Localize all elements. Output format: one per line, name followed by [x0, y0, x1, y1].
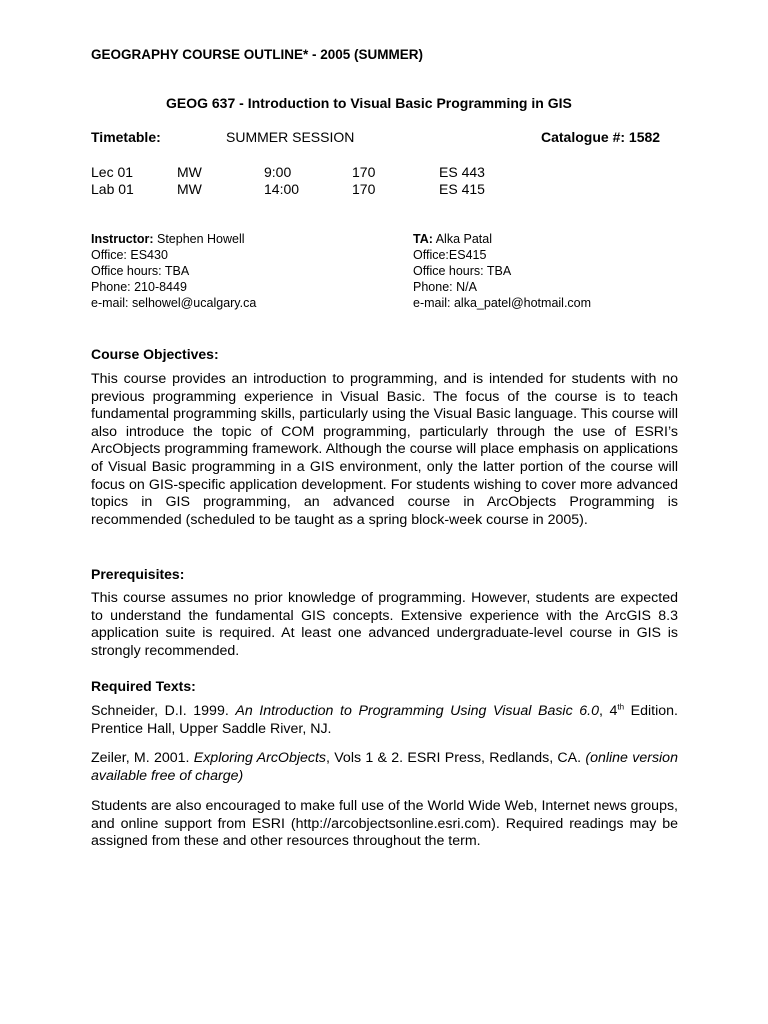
text-reference-schneider — [91, 703, 678, 738]
instructor-label: Instructor: — [91, 232, 154, 246]
ref2-rest: , Vols 1 & 2. ESRI Press, Redlands, CA. — [326, 750, 582, 766]
ta-block — [413, 231, 591, 311]
catalogue-number: Catalogue #: 1582 — [541, 129, 661, 145]
ref2-title: Exploring ArcObjects — [193, 750, 327, 766]
instructor-hours: Office hours: TBA — [91, 264, 190, 278]
meeting-days: MW — [177, 181, 202, 197]
ref2-note: (online version available free of charge) — [91, 750, 678, 784]
instructor-name: Stephen Howell — [156, 232, 245, 246]
meeting-days: MW — [177, 164, 202, 180]
instructor-office: Office: ES430 — [91, 248, 168, 262]
ref1-rest: Edition. Prentice Hall, Upper Saddle River, NJ. — [91, 703, 678, 737]
timetable-label: Timetable: — [91, 129, 161, 145]
instructor-phone: Phone: 210-8449 — [91, 280, 187, 294]
objectives-heading: Course Objectives: — [91, 346, 219, 362]
ta-label: TA: — [413, 232, 433, 246]
start-time: 14:00 — [264, 181, 300, 197]
ref1-edition-superscript: th — [617, 702, 625, 712]
ref2-author: Zeiler, M. 2001. — [91, 750, 190, 766]
text-reference-zeiler — [91, 750, 678, 785]
ta-email: e-mail: alka_patel@hotmail.com — [413, 296, 592, 310]
prerequisites-heading: Prerequisites: — [91, 566, 185, 582]
ta-office: Office:ES415 — [413, 248, 487, 262]
texts-heading: Required Texts: — [91, 678, 196, 694]
objectives-body: This course provides an introduction to programming, and is intended for students with no previous programming experience in Visual Basic. The focus of the course is to teach fundamental programming skills, particularly using the Visual Basic language. This course will also introduce the topic of COM programming, particularly through the use of ESRI’s ArcObjects programming framework. Although the course will place emphasis on applications of Visual Basic programming in a GIS environment, only the latter portion of the course will focus on GIS-specific application development. For students wishing to cover more advanced topics in GIS programming, an advanced course in ArcObjects Programming is recommended (scheduled to be taught as a spring block-week course in 2005). — [91, 371, 678, 528]
ref1-edition-number: , 4 — [598, 703, 618, 719]
duration: 170 — [352, 181, 376, 197]
duration: 170 — [352, 164, 376, 180]
timetable-session: SUMMER SESSION — [226, 129, 355, 145]
course-title: GEOG 637 - Introduction to Visual Basic Programming in GIS — [166, 95, 572, 111]
ta-phone: Phone: N/A — [413, 280, 477, 294]
room: ES 443 — [439, 164, 485, 180]
instructor-email: e-mail: selhowel@ucalgary.ca — [91, 296, 257, 310]
ta-name: Alka Patal — [435, 232, 492, 246]
resources-paragraph: Students are also encouraged to make full use of the World Wide Web, Internet news groups, and online support from ESRI (http://arcobjectsonline.esri.com). Required readings may be assigned from these and other resources throughout the term. — [91, 798, 678, 850]
ref1-title: An Introduction to Programming Using Visual Basic 6.0 — [235, 703, 599, 719]
section-code: Lec 01 — [91, 164, 134, 180]
instructor-block — [91, 231, 256, 311]
prerequisites-body: This course assumes no prior knowledge of programming. However, students are expected to understand the fundamental GIS concepts. Extensive experience with the ArcGIS 8.3 application suite is required. At least one advanced undergraduate-level course in GIS is strongly recommended. — [91, 590, 678, 659]
room: ES 415 — [439, 181, 485, 197]
ref1-author: Schneider, D.I. 1999. — [91, 703, 229, 719]
outline-title: GEOGRAPHY COURSE OUTLINE* - 2005 (SUMMER) — [91, 47, 424, 62]
section-code: Lab 01 — [91, 181, 134, 197]
ta-hours: Office hours: TBA — [413, 264, 512, 278]
start-time: 9:00 — [264, 164, 292, 180]
